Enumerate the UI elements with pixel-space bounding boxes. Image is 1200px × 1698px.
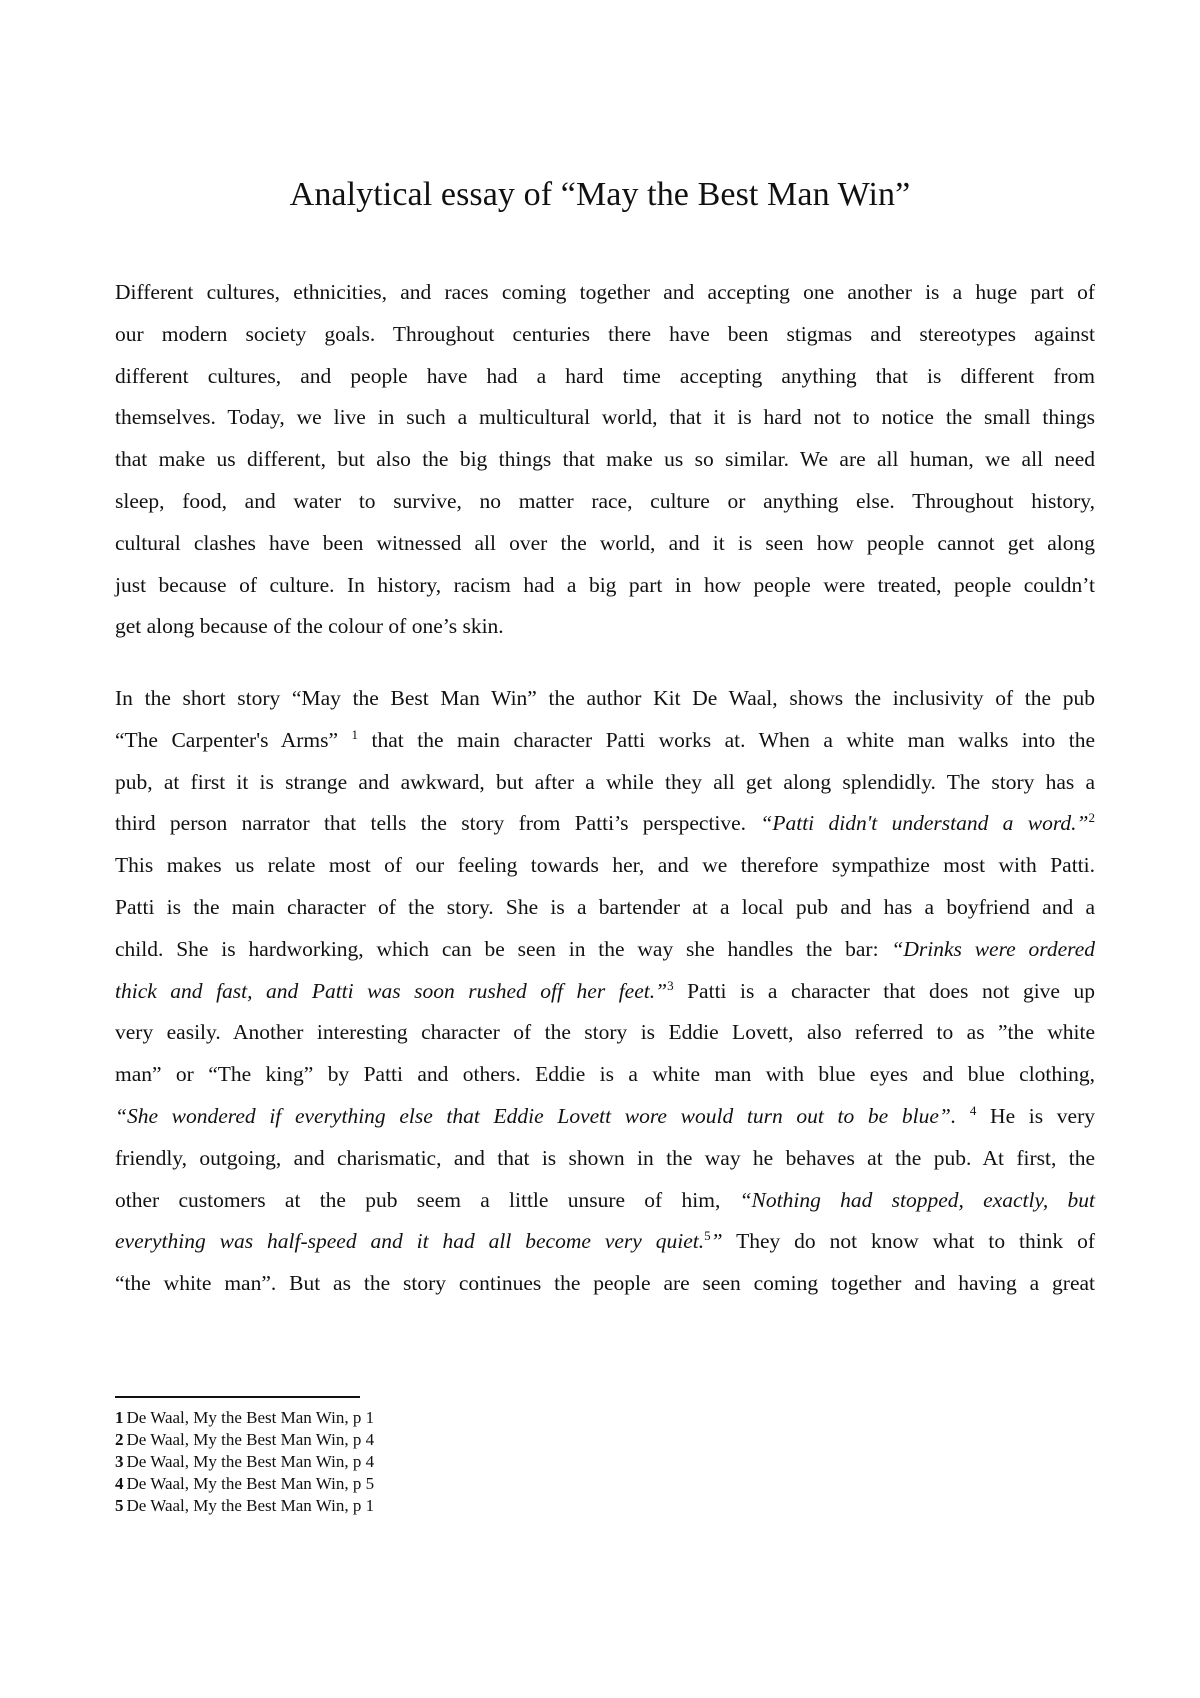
text-line [115,929,1095,971]
text-run: “The Carpenter's Arms” [115,727,352,752]
footnote-text: De Waal, My the Best Man Win, p 1 [126,1496,375,1515]
text-line: sleep, food, and water to survive, no matter race, culture or anything else. Throughout history, [115,488,1095,513]
text-line: Different cultures, ethnicities, and races coming together and accepting one another is a huge part of [115,280,1095,304]
text-line: just because of culture. In history, racism had a big part in how people were treated, people couldn’t [115,572,1095,597]
text-line: cultural clashes have been witnessed all over the world, and it is seen how people cannot get along [115,530,1095,555]
quote-text: thick and fast, and Patti was soon rushed off her feet.” [115,978,668,1003]
quote-text: “She wondered if everything else that Eddie Lovett wore would turn out to be blue”. [115,1103,957,1128]
quote-text: “Patti didn't understand a word.” [760,811,1089,836]
footnote-text: De Waal, My the Best Man Win, p 4 [126,1430,375,1449]
text-line [115,971,1095,1013]
footnotes-list [115,1407,374,1517]
footnote-number: 3 [115,1452,124,1471]
footnote-text: De Waal, My the Best Man Win, p 1 [126,1408,375,1427]
footnote-text: De Waal, My the Best Man Win, p 5 [126,1474,375,1493]
text-run: They do not know what to think of [722,1229,1095,1254]
quote-text: everything was half-speed and it had all become very quiet. [115,1229,705,1254]
footnote-ref-2[interactable]: 2 [1088,810,1095,826]
quote-text: “Drinks were ordered [891,936,1096,961]
text-line: that make us different, but also the big things that make us so similar. We are all human, we all need [115,447,1095,472]
text-line: different cultures, and people have had a hard time accepting anything that is different from [115,363,1095,388]
footnote-item [115,1429,374,1451]
text-run: third person narrator that tells the story from Patti’s perspective. [115,811,761,836]
text-line [115,1096,1095,1138]
footnote-number: 4 [115,1474,124,1493]
footnote-item [115,1473,374,1495]
footnote-item [115,1495,374,1517]
footnote-ref-5[interactable]: 5 [704,1228,711,1244]
footnote-ref-4[interactable]: 4 [969,1102,977,1118]
paragraph-1 [115,272,1095,648]
text-line: “the white man”. But as the story continues the people are seen coming together and having a great [115,1271,1095,1296]
footnote-number: 1 [115,1408,124,1427]
text-run: He is very [976,1103,1095,1128]
text-run: other customers at the pub seem a little unsure of him, [115,1187,740,1212]
text-line: our modern society goals. Throughout centuries there have been stigmas and stereotypes against [115,321,1095,346]
quote-text: “Nothing had stopped, exactly, but [739,1187,1095,1212]
text-line: man” or “The king” by Patti and others. Eddie is a white man with blue eyes and blue clothing, [115,1062,1095,1087]
text-run: Patti is a character that does not give up [673,978,1095,1003]
text-line [115,1221,1095,1263]
text-line: This makes us relate most of our feeling towards her, and we therefore sympathize most with Patti. [115,853,1095,878]
footnote-ref-1[interactable]: 1 [351,726,359,742]
text-line: get along because of the colour of one’s skin. [115,614,504,639]
quote-text: ” [710,1229,723,1254]
text-line: Patti is the main character of the story. She is a bartender at a local pub and has a boyfriend and a [115,894,1095,919]
document-title: Analytical essay of “May the Best Man Win” [289,176,911,213]
footnote-item [115,1451,374,1473]
text-run: that the main character Patti works at. When a white man walks into the [358,727,1095,752]
text-line [115,720,1095,762]
text-line [115,1180,1095,1222]
text-line: friendly, outgoing, and charismatic, and that is shown in the way he behaves at the pub. At first, the [115,1145,1095,1170]
footnote-text: De Waal, My the Best Man Win, p 4 [126,1452,375,1471]
footnote-item [115,1407,374,1429]
footnote-number: 5 [115,1496,124,1515]
footnote-separator [115,1396,360,1398]
text-run: child. She is hardworking, which can be seen in the way she handles the bar: [115,936,892,961]
text-line: themselves. Today, we live in such a multicultural world, that it is hard not to notice the small things [115,405,1095,430]
text-line: very easily. Another interesting character of the story is Eddie Lovett, also referred to as ”the white [115,1020,1095,1045]
text-line [115,803,1095,845]
text-line: pub, at first it is strange and awkward, but after a while they all get along splendidly. The story has a [115,769,1095,794]
text-line: In the short story “May the Best Man Win” the author Kit De Waal, shows the inclusivity of the pub [115,686,1095,710]
footnote-number: 2 [115,1430,124,1449]
paragraph-2 [115,678,1095,1305]
footnote-ref-3[interactable]: 3 [667,977,674,993]
